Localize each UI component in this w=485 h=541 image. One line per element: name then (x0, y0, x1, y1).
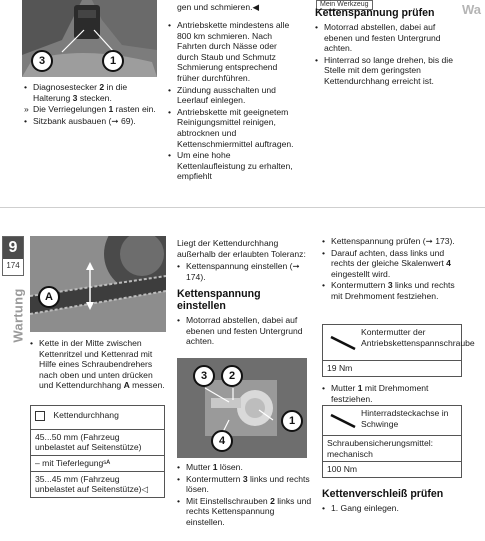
list-item: • Antriebskette mit geeignetem Reinigungsmittel reinigen, abtrocknen und Kettenschmiermittel auftragen. (168, 107, 298, 149)
section-heading-chain-wear: Kettenverschleiß prüfen (322, 488, 444, 500)
list-item: • Motorrad abstellen, dabei auf ebenen und festen Untergrund achten. (177, 315, 317, 347)
chain-adjuster-photo (177, 358, 307, 458)
torque-title-row (323, 325, 475, 361)
list-item: • Diagnosestecker 2 in die Halterung 3 stecken. (24, 82, 164, 103)
chapter-number: 9 (3, 237, 23, 259)
torque-box-2 (322, 405, 462, 478)
section-heading-chain-check: Kettenspannung prüfen (315, 7, 435, 19)
list-item: • Kettenspannung prüfen (➞ 173). (322, 236, 462, 247)
callout-4: 4 (211, 430, 233, 452)
callout-3: 3 (31, 50, 53, 72)
spec-title: Kettendurchhang (53, 410, 119, 420)
list-item: • Mutter 1 lösen. (177, 462, 315, 473)
wrench-icon (329, 413, 357, 429)
chain-illustration (30, 236, 166, 332)
list-item: » Die Verriegelungen 1 rasten ein. (24, 104, 164, 115)
list-item: • Kontermuttern 3 links und rechts lösen. (177, 474, 315, 495)
bottom-right-list-3 (322, 503, 462, 515)
diagnostic-connector-photo (22, 0, 157, 77)
bottom-right-list-2 (322, 383, 462, 405)
tool-tag: Mein Werkzeug (316, 0, 373, 10)
spec-title-row (31, 406, 164, 430)
top-left-instructions (24, 82, 164, 127)
list-item: • Motorrad abstellen, dabei auf ebenen und festen Untergrund achten. (315, 22, 457, 54)
callout-3: 3 (193, 365, 215, 387)
list-item: • Sitzbank ausbauen (➞ 69). (24, 116, 164, 127)
top-mid-instructions (168, 20, 298, 183)
page-divider (0, 207, 485, 208)
section-heading-chain-adjust: Kettenspannung einstellen (177, 288, 261, 312)
chain-sag-spec-box (30, 405, 165, 498)
bottom-mid-intro: Liegt der Kettendurchhang außerhalb der erlaubten Toleranz: (177, 238, 306, 259)
bottom-mid-list-1 (177, 261, 315, 283)
list-item: • Mutter 1 mit Drehmoment festziehen. (322, 383, 462, 404)
torque-row: 100 Nm (327, 464, 358, 475)
bottom-right-list-1 (322, 236, 462, 303)
wrench-icon (329, 335, 357, 351)
torque-title: Kontermutter der Antriebskettenspannschraube (361, 327, 475, 348)
list-item: • Kette in der Mitte zwischen Kettenritzel und Kettenrad mit Hilfe eines Schraubendrehers nach oben und unten drücken und Kettendurchhang A messen. (30, 338, 168, 391)
torque-row: Schraubensicherungsmittel: mechanisch (323, 436, 461, 462)
list-item: • Hinterrad so lange drehen, bis die Stelle mit dem geringsten Kettendurchhang erreicht ist. (315, 55, 457, 87)
list-item: • 1. Gang einlegen. (322, 503, 462, 514)
torque-title: Hinterradsteckachse in Schwinge (361, 408, 449, 429)
callout-a: A (38, 286, 60, 308)
torque-value: 19 Nm (327, 363, 353, 373)
bottom-left-instructions (30, 338, 168, 392)
spec-row: – mit Tieferlegungˢᴬ (31, 456, 164, 472)
side-label-top: Wa (462, 2, 482, 17)
torque-box-1 (322, 324, 475, 377)
spec-icon (35, 411, 45, 421)
top-mid-first-line: gen und schmieren.◀ (177, 2, 260, 12)
list-item: • Mit Einstellschrauben 2 links und rechts Kettenspannung einstellen. (177, 496, 315, 528)
list-item: • Darauf achten, dass links und rechts der gleiche Skalenwert 4 eingestellt wird. (322, 248, 462, 280)
chapter-tab (2, 236, 24, 276)
callout-1: 1 (281, 410, 303, 432)
callout-1: 1 (102, 50, 124, 72)
bottom-mid-list-3 (177, 462, 315, 529)
page-number: 174 (6, 261, 20, 270)
chain-sag-photo (30, 236, 166, 332)
list-item: • Zündung ausschalten und Leerlauf einlegen. (168, 85, 298, 106)
list-item: • Antriebskette mindestens alle 800 km schmieren. Nach Fahrten durch Nässe oder durch Staub und Schmutz Schmierung entsprechend früher durchführen. (168, 20, 298, 84)
side-label-wartung: Wartung (10, 288, 26, 343)
top-right-instructions (315, 22, 457, 88)
list-item: • Kettenspannung einstellen (➞ 174). (177, 261, 315, 282)
spec-row: 45...50 mm (Fahrzeug unbelastet auf Seitenstütze) (31, 430, 164, 456)
list-item: • Kontermuttern 3 links und rechts mit Drehmoment festziehen. (322, 280, 462, 301)
callout-2: 2 (221, 365, 243, 387)
spec-row: 35...45 mm (Fahrzeug unbelastet auf Seitenstütze)◁ (35, 473, 149, 495)
list-item: • Um eine hohe Kettenlaufleistung zu erhalten, empfiehlt (168, 150, 298, 182)
bottom-mid-list-2 (177, 315, 317, 348)
torque-title-row (323, 406, 461, 436)
